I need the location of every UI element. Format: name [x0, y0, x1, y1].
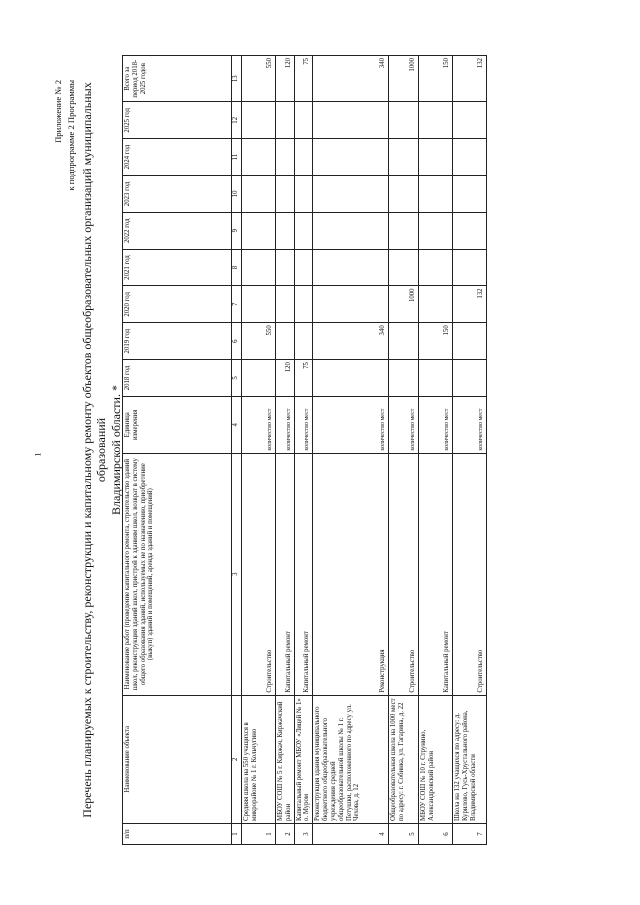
header-year-2025: 2025 год [123, 102, 232, 139]
object-name: Капитальный ремонт МБОУ «Лицей № 1» о. Муром [294, 695, 313, 823]
unit-of-measure: количество мест [389, 396, 419, 453]
value-2023 [453, 176, 487, 213]
value-2022 [453, 212, 487, 249]
value-2021 [313, 249, 389, 286]
value-2021 [453, 249, 487, 286]
value-2018: 120 [276, 360, 295, 397]
annex-line-1: Приложение № 2 [53, 80, 63, 143]
value-2019: 150 [419, 323, 453, 360]
value-total: 550 [242, 56, 276, 102]
object-name: Средняя школа на 550 учащихся в микрорайоне № 1 г. Кольчугино [242, 695, 276, 823]
table-row [294, 56, 313, 845]
value-2022 [389, 212, 419, 249]
document-title [80, 55, 123, 845]
value-2024 [389, 139, 419, 176]
header-no: п/п [123, 823, 232, 844]
value-2021 [276, 249, 295, 286]
table-row [242, 56, 276, 845]
value-2025 [453, 102, 487, 139]
unit-of-measure: количество мест [419, 396, 453, 453]
col-number: 10 [232, 176, 242, 213]
value-total: 340 [313, 56, 389, 102]
header-work: Наименование работ (проведение капитального ремонта, строительство зданий школ, реконструкция зданий школ, пристрой к зданиям школ, возврат в систему общего образования зданий, используемых не по назначению, приобретение (выкуп) зданий и помещений, аренда зданий и помещений) [123, 453, 232, 695]
value-2019 [389, 323, 419, 360]
value-2024 [294, 139, 313, 176]
value-2022 [313, 212, 389, 249]
value-2025 [276, 102, 295, 139]
object-name: МБОУ СОШ № 5 г. Киржач, Киржачский район [276, 695, 295, 823]
row-number: 2 [276, 823, 295, 844]
work-type: Капитальный ремонт [294, 453, 313, 695]
value-2025 [294, 102, 313, 139]
value-2020 [276, 286, 295, 323]
title-line-2: Владимирской области. * [108, 385, 123, 515]
col-number: 3 [232, 453, 242, 695]
value-total: 1000 [389, 56, 419, 102]
header-total: Всего за период 2018-2025 годов [123, 56, 232, 102]
col-number: 8 [232, 249, 242, 286]
row-number: 6 [419, 823, 453, 844]
value-2024 [419, 139, 453, 176]
value-2020: 132 [453, 286, 487, 323]
value-2021 [389, 249, 419, 286]
table-body [242, 56, 487, 845]
value-2018 [242, 360, 276, 397]
row-number: 5 [389, 823, 419, 844]
annex-reference [52, 80, 78, 191]
header-object: Наименование объекта [123, 695, 232, 823]
value-2020 [313, 286, 389, 323]
value-2025 [419, 102, 453, 139]
value-2022 [294, 212, 313, 249]
work-type: Строительство [389, 453, 419, 695]
header-year-2020: 2020 год [123, 286, 232, 323]
value-2019 [276, 323, 295, 360]
object-name: Реконструкция здания муниципального бюджетного общеобразовательного учреждения средней общеобразовательной школы № 1 г. Петушки, расположенного по адресу ул. Чехова, д. 12 [313, 695, 389, 823]
value-2021 [294, 249, 313, 286]
title-line-1: Перечень планируемых к строительству, реконструкции и капитальному ремонту объектов общеобразовательных организаций муниципальных образований [80, 82, 109, 818]
column-number-row [232, 56, 242, 845]
unit-of-measure: количество мест [453, 396, 487, 453]
value-total: 120 [276, 56, 295, 102]
value-2023 [242, 176, 276, 213]
header-year-2022: 2022 год [123, 212, 232, 249]
value-2018 [313, 360, 389, 397]
value-2019: 550 [242, 323, 276, 360]
col-number: 11 [232, 139, 242, 176]
table-row [453, 56, 487, 845]
col-number: 2 [232, 695, 242, 823]
value-2024 [242, 139, 276, 176]
col-number: 6 [232, 323, 242, 360]
value-2018: 75 [294, 360, 313, 397]
rotated-document [53, 55, 640, 845]
value-2023 [294, 176, 313, 213]
value-2019: 340 [313, 323, 389, 360]
value-2025 [242, 102, 276, 139]
col-number: 9 [232, 212, 242, 249]
value-2018 [453, 360, 487, 397]
objects-table [122, 55, 487, 845]
header-year-2019: 2019 год [123, 323, 232, 360]
header-row [123, 56, 232, 845]
col-number: 4 [232, 396, 242, 453]
value-2023 [276, 176, 295, 213]
work-type: Строительство [453, 453, 487, 695]
value-2024 [453, 139, 487, 176]
row-number: 7 [453, 823, 487, 844]
value-2021 [419, 249, 453, 286]
value-2018 [389, 360, 419, 397]
value-2023 [419, 176, 453, 213]
header-unit: Единица измерения [123, 396, 232, 453]
unit-of-measure: количество мест [294, 396, 313, 453]
page-number: 1 [33, 452, 43, 457]
value-2023 [313, 176, 389, 213]
unit-of-measure: количество мест [276, 396, 295, 453]
work-type: Реконструкция [313, 453, 389, 695]
value-2025 [313, 102, 389, 139]
work-type: Строительство [242, 453, 276, 695]
value-2019 [453, 323, 487, 360]
object-name: Общеобразовательная школа на 1000 мест по адресу: г. Собинка, ул. Гагарина, д. 22 [389, 695, 419, 823]
work-type: Капитальный ремонт [276, 453, 295, 695]
col-number: 13 [232, 56, 242, 102]
value-2022 [242, 212, 276, 249]
col-number: 5 [232, 360, 242, 397]
header-year-2018: 2018 год [123, 360, 232, 397]
value-2018 [419, 360, 453, 397]
value-total: 132 [453, 56, 487, 102]
value-2019 [294, 323, 313, 360]
object-name: Школа на 132 учащихся по адресу: д. Курилово, Гусь-Хрустального района, Владимирской области [453, 695, 487, 823]
row-number: 3 [294, 823, 313, 844]
row-number: 1 [242, 823, 276, 844]
row-number: 4 [313, 823, 389, 844]
value-2020 [419, 286, 453, 323]
value-2020 [242, 286, 276, 323]
annex-line-2: к подпрограмме 2 Программы [65, 80, 76, 191]
unit-of-measure: количество мест [242, 396, 276, 453]
value-2025 [389, 102, 419, 139]
table-row [313, 56, 389, 845]
value-2022 [419, 212, 453, 249]
value-2024 [276, 139, 295, 176]
value-total: 75 [294, 56, 313, 102]
table-row [419, 56, 453, 845]
work-type: Капитальный ремонт [419, 453, 453, 695]
col-number: 12 [232, 102, 242, 139]
header-year-2021: 2021 год [123, 249, 232, 286]
unit-of-measure: количество мест [313, 396, 389, 453]
col-number: 1 [232, 823, 242, 844]
value-2020 [294, 286, 313, 323]
value-total: 150 [419, 56, 453, 102]
value-2021 [242, 249, 276, 286]
table-row [389, 56, 419, 845]
header-year-2024: 2024 год [123, 139, 232, 176]
col-number: 7 [232, 286, 242, 323]
value-2024 [313, 139, 389, 176]
value-2020: 1000 [389, 286, 419, 323]
value-2022 [276, 212, 295, 249]
value-2023 [389, 176, 419, 213]
header-year-2023: 2023 год [123, 176, 232, 213]
object-name: МБОУ СОШ № 10 г. Струнино, Александровский район [419, 695, 453, 823]
table-row [276, 56, 295, 845]
